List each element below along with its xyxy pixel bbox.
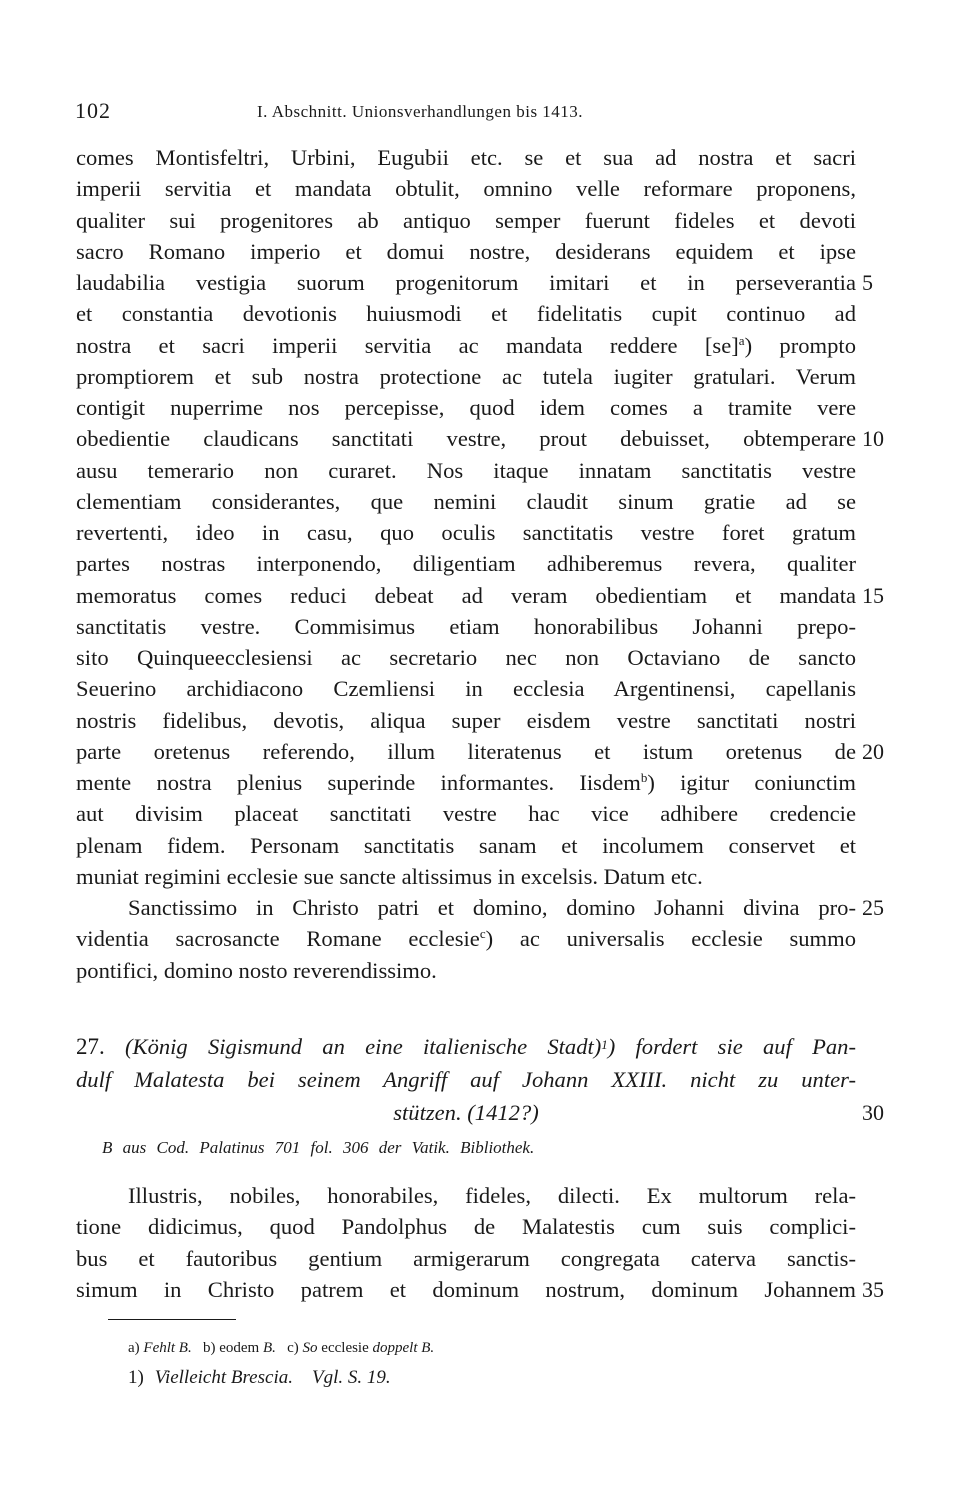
footnote-c-tail: doppelt B. xyxy=(372,1340,435,1356)
heading-line: dulf Malatesta bei seinem Angriff auf Johann XXIII. nicht zu unter- xyxy=(76,1067,856,1092)
text-line xyxy=(76,767,856,798)
footnote-1-text: Vielleicht Brescia. xyxy=(154,1367,293,1388)
page-number: 102 xyxy=(75,98,111,123)
text-segment: ) igitur coniunctim xyxy=(647,770,856,795)
text-line: imperii servitia et mandata obtulit, omnino velle reformare proponens, xyxy=(76,176,856,202)
text-line: sito Quinqueecclesiensi ac secretario nec non Octaviano de sancto xyxy=(76,645,856,670)
text-line: promptiorem et sub nostra protectione ac tutela iugiter gratulari. Verum xyxy=(76,363,856,389)
text-line-content: memoratus comes reduci debeat ad veram obedientiam et mandata xyxy=(76,582,856,608)
text-line-content: simum in Christo patrem et dominum nostrum, dominum Johannem xyxy=(76,1276,856,1302)
source-note: B aus Cod. Palatinus 701 fol. 306 der Vatik. Bibliothek. xyxy=(102,1138,535,1157)
text-line-content: parte oretenus referendo, illum literatenus et istum oretenus de xyxy=(76,738,856,764)
footnote-a-label: a) xyxy=(128,1340,140,1356)
heading-line xyxy=(76,1030,856,1063)
heading-line-content: stützen. (1412?) xyxy=(393,1100,539,1125)
text-line: contigit nuperrime nos percepisse, quod idem comes a tramite vere xyxy=(76,395,856,420)
footnote-b-text: eodem xyxy=(219,1340,260,1356)
text-line: comes Montisfeltri, Urbini, Eugubii etc. se et sua ad nostra et sacri xyxy=(76,145,856,170)
text-line xyxy=(76,267,873,298)
text-line: plenam fidem. Personam sanctitatis sanam et incolumem conservet et xyxy=(76,832,856,858)
text-line: revertenti, ideo in casu, quo oculis sanctitatis vestre foret gratum xyxy=(76,520,856,545)
line-number-10: 10 xyxy=(862,426,884,452)
running-head xyxy=(75,98,875,128)
footnote-line-1 xyxy=(128,1363,434,1393)
text-line xyxy=(76,923,856,954)
text-line: Illustris, nobiles, honorabiles, fideles, dilecti. Ex multorum rela- xyxy=(128,1183,856,1208)
text-line-content: Sanctissimo in Christo patri et domino, domino Johanni divina pro- xyxy=(128,895,856,920)
footnote-a-text: Fehlt B. xyxy=(143,1340,192,1356)
text-line: sanctitatis vestre. Commisimus etiam honorabilibus Johanni prepo- xyxy=(76,613,856,639)
text-line: bus et fautoribus gentium armigerarum congregata caterva sanctis- xyxy=(76,1245,856,1271)
footnote-c-italic: So xyxy=(302,1340,318,1356)
footnote-line-abc xyxy=(128,1333,434,1363)
text-line xyxy=(76,1274,884,1305)
text-line xyxy=(76,330,856,361)
text-line xyxy=(76,892,884,923)
text-line: Seuerino archidiacono Czemliensi in ecclesia Argentinensi, capellanis xyxy=(76,676,856,702)
text-segment: ) ac universalis ecclesie summo xyxy=(485,926,856,952)
text-line: qualiter sui progenitores ab antiquo semper fuerunt fideles et devoti xyxy=(76,207,856,233)
text-line: et constantia devotionis huiusmodi et fidelitatis cupit continuo ad xyxy=(76,301,856,327)
text-line: nostris fidelibus, devotis, aliqua super eisdem vestre sanctitati nostri xyxy=(76,707,856,733)
footnote-divider xyxy=(108,1319,236,1320)
line-number-30: 30 xyxy=(862,1100,884,1125)
paragraph-letter-continuation xyxy=(76,142,884,986)
line-number-20: 20 xyxy=(862,738,884,764)
text-line: partes nostras interponendo, diligentiam adhiberemus revera, qualiter xyxy=(76,551,856,577)
text-line: muniat regimini ecclesie sue sancte altissimus in excelsis. Datum etc. xyxy=(76,863,703,889)
text-line-content: obedientie claudicans sanctitati vestre, prout debuisset, obtemperare xyxy=(76,426,856,452)
line-number-15: 15 xyxy=(862,582,884,608)
heading-segment: ) fordert sie auf Pan- xyxy=(607,1034,856,1059)
footnote-c-label: c) xyxy=(287,1340,299,1356)
text-line-content: laudabilia vestigia suorum progenitorum imitari et in perseverantia xyxy=(76,270,856,295)
text-line: aut divisim placeat sanctitati vestre hac vice adhibere credencie xyxy=(76,801,856,827)
text-segment: videntia sacrosancte Romane ecclesie xyxy=(76,926,480,952)
line-number-25: 25 xyxy=(862,895,884,920)
text-line xyxy=(76,580,884,611)
text-line xyxy=(76,423,884,454)
text-line: ausu temerario non curaret. Nos itaque innatam sanctitatis vestre xyxy=(76,457,856,483)
footnote-marker-1: 1 xyxy=(601,1037,608,1052)
text-segment: nostra et sacri imperii servitia ac mandata reddere [se] xyxy=(76,332,739,358)
footnote-marker-a: a xyxy=(738,332,745,348)
footnote-marker-b: b xyxy=(640,770,648,785)
document-heading-27 xyxy=(76,1030,884,1129)
line-number-5: 5 xyxy=(862,270,873,295)
text-line: clementiam considerantes, que nemini claudit sinum gratie ad se xyxy=(76,488,856,514)
text-line xyxy=(76,736,884,767)
heading-segment: (König Sigismund an eine italienische Stadt) xyxy=(124,1034,602,1059)
text-line: sacro Romano imperio et domui nostre, desiderans equidem et ipse xyxy=(76,238,856,264)
footnote-b-label: b) xyxy=(202,1340,216,1356)
footnote-1-label: 1) xyxy=(128,1367,144,1388)
text-line: tione didicimus, quod Pandolphus de Malatestis cum suis complici- xyxy=(76,1214,856,1240)
footnote-marker-c: c xyxy=(479,926,486,942)
footnote-1-ref: Vgl. S. 19. xyxy=(311,1367,391,1388)
running-title: I. Abschnitt. Unionsverhandlungen bis 1413. xyxy=(257,102,584,121)
line-number-35: 35 xyxy=(862,1276,884,1302)
text-segment: mente nostra plenius superinde informantes. Iisdem xyxy=(76,770,641,795)
footnotes xyxy=(128,1333,434,1393)
document-number: 27. xyxy=(76,1034,105,1059)
heading-line xyxy=(76,1096,884,1129)
footnote-b-ms: B. xyxy=(262,1340,276,1356)
text-segment: ) prompto xyxy=(744,332,856,358)
paragraph-letter-27 xyxy=(76,1180,884,1305)
text-line: pontifici, domino nosto reverendissimo. xyxy=(76,957,437,983)
footnote-c-text: ecclesie xyxy=(321,1340,369,1356)
